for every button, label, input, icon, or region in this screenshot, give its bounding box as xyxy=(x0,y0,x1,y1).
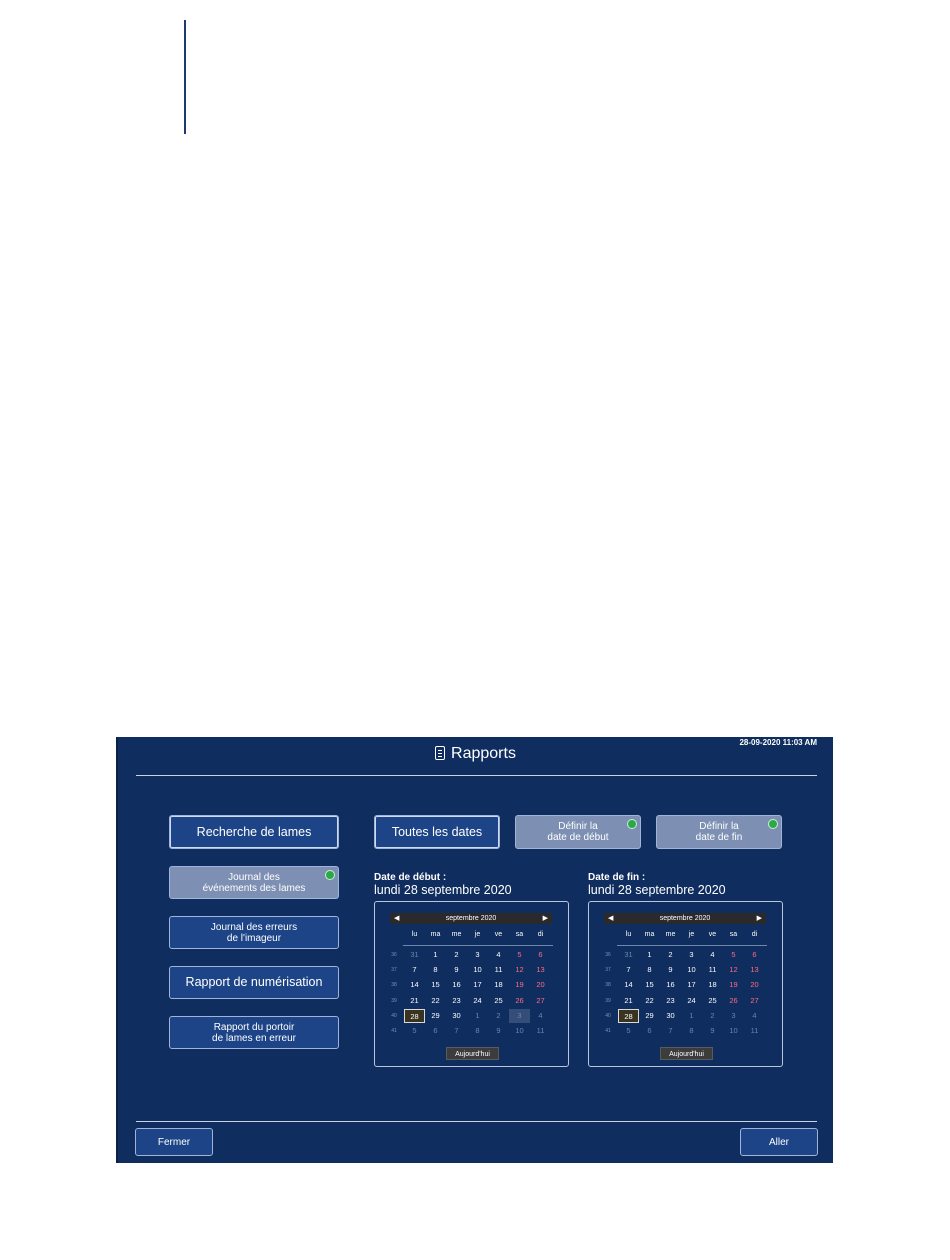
calendar-day[interactable]: 14 xyxy=(624,980,633,989)
page-title-text: Rapports xyxy=(451,745,516,762)
calendar-day[interactable]: 9 xyxy=(710,1026,715,1035)
calendar-day[interactable]: 4 xyxy=(538,1011,543,1020)
slide-search-button[interactable] xyxy=(169,815,339,849)
slide-events-log-label: Journal des événements des lames xyxy=(202,871,306,894)
calendar-month-label: septembre 2020 xyxy=(659,915,711,922)
calendar-day[interactable]: 28 xyxy=(404,1009,425,1023)
calendar-day[interactable]: 21 xyxy=(410,996,419,1005)
slide-events-log-button[interactable] xyxy=(169,866,339,899)
calendar-day[interactable]: 24 xyxy=(473,996,482,1005)
calendar-day[interactable]: 7 xyxy=(668,1026,673,1035)
selected-indicator-icon xyxy=(325,870,335,880)
calendar-day[interactable]: 14 xyxy=(410,980,419,989)
calendar-day[interactable]: 18 xyxy=(494,980,503,989)
week-number: 36 xyxy=(391,952,397,958)
week-number: 40 xyxy=(605,1013,611,1019)
calendar-day[interactable]: 20 xyxy=(750,980,759,989)
calendar-day[interactable]: 7 xyxy=(412,965,417,974)
dow-label: me xyxy=(665,931,676,938)
dow-label: je xyxy=(688,931,695,938)
calendar-day[interactable]: 23 xyxy=(452,996,461,1005)
set-start-date-label: Définir la date de début xyxy=(547,821,609,843)
dow-label: ve xyxy=(494,931,503,938)
calendar-day[interactable]: 30 xyxy=(452,1011,461,1020)
calendar-day[interactable]: 6 xyxy=(752,950,757,959)
calendar-day[interactable]: 31 xyxy=(624,950,633,959)
calendar-day[interactable]: 2 xyxy=(496,1011,501,1020)
dow-label: di xyxy=(537,931,544,938)
calendar-day[interactable]: 29 xyxy=(645,1011,654,1020)
all-dates-button[interactable] xyxy=(374,815,500,849)
calendar-day[interactable]: 8 xyxy=(689,1026,694,1035)
calendar-day[interactable]: 5 xyxy=(412,1026,417,1035)
calendar-day[interactable]: 6 xyxy=(647,1026,652,1035)
dow-label: lu xyxy=(625,931,632,938)
dow-label: ma xyxy=(430,931,441,938)
calendar-day[interactable]: 17 xyxy=(473,980,482,989)
scan-report-button[interactable] xyxy=(169,966,339,999)
calendar-day[interactable]: 1 xyxy=(475,1011,480,1020)
calendar-day[interactable]: 12 xyxy=(729,965,738,974)
dow-label: me xyxy=(451,931,462,938)
calendar-day[interactable]: 6 xyxy=(433,1026,438,1035)
set-end-date-label: Définir la date de fin xyxy=(695,821,743,843)
slide-search-label: Recherche de lames xyxy=(196,824,312,839)
calendar-day[interactable]: 7 xyxy=(626,965,631,974)
close-label: Fermer xyxy=(157,1136,191,1148)
calendar-day[interactable]: 27 xyxy=(750,996,759,1005)
dow-label: sa xyxy=(515,931,524,938)
reports-screen xyxy=(116,737,833,1163)
set-end-date-button[interactable] xyxy=(656,815,782,849)
start-date-heading-label: Date de début : xyxy=(374,872,447,883)
week-number: 39 xyxy=(391,998,397,1004)
calendar-day[interactable]: 4 xyxy=(752,1011,757,1020)
calendar-day[interactable]: 5 xyxy=(517,950,522,959)
page-title xyxy=(118,745,833,763)
calendar-day[interactable]: 16 xyxy=(452,980,461,989)
week-number: 41 xyxy=(391,1028,397,1034)
calendar-day[interactable]: 29 xyxy=(431,1011,440,1020)
calendar-day[interactable]: 18 xyxy=(708,980,717,989)
end-date-heading-label: Date de fin : xyxy=(588,872,646,883)
close-button[interactable] xyxy=(135,1128,213,1156)
calendar-day[interactable]: 23 xyxy=(666,996,675,1005)
week-number: 37 xyxy=(391,967,397,973)
next-month-icon[interactable]: ▶ xyxy=(542,915,548,922)
week-number: 38 xyxy=(391,982,397,988)
week-number: 37 xyxy=(605,967,611,973)
report-document-icon xyxy=(435,746,445,760)
calendar-day[interactable]: 11 xyxy=(494,965,503,974)
footer-divider xyxy=(136,1121,817,1122)
calendar-day[interactable]: 8 xyxy=(475,1026,480,1035)
calendar-day[interactable]: 11 xyxy=(750,1026,759,1035)
start-date-calendar xyxy=(374,901,569,1067)
calendar-day[interactable]: 25 xyxy=(708,996,717,1005)
dow-label: ve xyxy=(708,931,717,938)
start-date-value: lundi 28 septembre 2020 xyxy=(374,883,512,897)
calendar-day[interactable]: 13 xyxy=(536,965,545,974)
calendar-day[interactable]: 1 xyxy=(647,950,652,959)
dow-label: lu xyxy=(411,931,418,938)
calendar-day[interactable]: 22 xyxy=(645,996,654,1005)
clock: 28-09-2020 11:03 AM xyxy=(739,738,817,747)
calendar-day[interactable]: 2 xyxy=(668,950,673,959)
today-button[interactable]: Aujourd'hui xyxy=(446,1047,499,1060)
calendar-day[interactable]: 5 xyxy=(731,950,736,959)
calendar-day[interactable]: 19 xyxy=(515,980,524,989)
calendar-day[interactable]: 4 xyxy=(496,950,501,959)
today-button[interactable]: Aujourd'hui xyxy=(660,1047,713,1060)
all-dates-label: Toutes les dates xyxy=(391,824,483,839)
dow-label: sa xyxy=(729,931,738,938)
calendar-day[interactable]: 7 xyxy=(454,1026,459,1035)
week-number: 38 xyxy=(605,982,611,988)
imager-errors-log-label: Journal des erreurs de l'imageur xyxy=(210,921,298,944)
calendar-month-label: septembre 2020 xyxy=(445,915,497,922)
calendar-day[interactable]: 5 xyxy=(626,1026,631,1035)
calendar-day[interactable]: 10 xyxy=(729,1026,738,1035)
dow-label: di xyxy=(751,931,758,938)
week-number: 36 xyxy=(605,952,611,958)
header-divider xyxy=(136,775,817,776)
page-margin-line xyxy=(184,20,186,134)
calendar-day[interactable]: 31 xyxy=(410,950,419,959)
scan-report-label: Rapport de numérisation xyxy=(185,975,323,989)
prev-month-icon[interactable]: ◀ xyxy=(394,915,400,922)
dow-label: ma xyxy=(644,931,655,938)
calendar-day[interactable]: 2 xyxy=(710,1011,715,1020)
calendar-day[interactable]: 21 xyxy=(624,996,633,1005)
calendar-day[interactable]: 26 xyxy=(515,996,524,1005)
calendar-day[interactable]: 13 xyxy=(750,965,759,974)
end-date-value: lundi 28 septembre 2020 xyxy=(588,883,726,897)
calendar-day[interactable]: 19 xyxy=(729,980,738,989)
calendar-day[interactable]: 15 xyxy=(431,980,440,989)
calendar-day[interactable]: 26 xyxy=(729,996,738,1005)
calendar-day[interactable]: 30 xyxy=(666,1011,675,1020)
calendar-day[interactable]: 9 xyxy=(454,965,459,974)
prev-month-icon[interactable]: ◀ xyxy=(608,915,614,922)
calendar-day[interactable]: 27 xyxy=(536,996,545,1005)
calendar-day[interactable]: 24 xyxy=(687,996,696,1005)
calendar-day[interactable]: 10 xyxy=(687,965,696,974)
end-date-calendar xyxy=(588,901,783,1067)
calendar-day[interactable]: 28 xyxy=(618,1009,639,1023)
calendar-month-header xyxy=(390,913,552,924)
calendar-day[interactable]: 3 xyxy=(731,1011,736,1020)
calendar-day[interactable]: 17 xyxy=(687,980,696,989)
start-indicator-icon xyxy=(627,819,637,829)
week-number: 40 xyxy=(391,1013,397,1019)
calendar-day[interactable]: 11 xyxy=(708,965,717,974)
calendar-day[interactable]: 3 xyxy=(689,950,694,959)
start-date-heading xyxy=(374,872,512,896)
error-rack-report-label: Rapport du portoir de lames en erreur xyxy=(212,1021,296,1044)
calendar-day[interactable]: 20 xyxy=(536,980,545,989)
calendar-day[interactable]: 10 xyxy=(515,1026,524,1035)
calendar-day[interactable]: 8 xyxy=(433,965,438,974)
calendar-day[interactable]: 1 xyxy=(433,950,438,959)
next-month-icon[interactable]: ▶ xyxy=(756,915,762,922)
calendar-divider xyxy=(403,945,553,946)
calendar-day[interactable]: 4 xyxy=(710,950,715,959)
calendar-day[interactable]: 9 xyxy=(496,1026,501,1035)
imager-errors-log-button[interactable] xyxy=(169,916,339,949)
calendar-day[interactable]: 10 xyxy=(473,965,482,974)
calendar-day[interactable]: 6 xyxy=(538,950,543,959)
calendar-day[interactable]: 11 xyxy=(536,1026,545,1035)
week-number: 39 xyxy=(605,998,611,1004)
set-start-date-button[interactable] xyxy=(515,815,641,849)
calendar-month-header xyxy=(604,913,766,924)
calendar-day[interactable]: 2 xyxy=(454,950,459,959)
calendar-day[interactable]: 3 xyxy=(509,1009,530,1023)
calendar-day[interactable]: 25 xyxy=(494,996,503,1005)
calendar-day[interactable]: 9 xyxy=(668,965,673,974)
calendar-day[interactable]: 16 xyxy=(666,980,675,989)
calendar-day[interactable]: 12 xyxy=(515,965,524,974)
go-label: Aller xyxy=(768,1136,789,1148)
week-number: 41 xyxy=(605,1028,611,1034)
go-button[interactable] xyxy=(740,1128,818,1156)
calendar-divider xyxy=(617,945,767,946)
calendar-day[interactable]: 1 xyxy=(689,1011,694,1020)
end-indicator-icon xyxy=(768,819,778,829)
calendar-day[interactable]: 3 xyxy=(475,950,480,959)
end-date-heading xyxy=(588,872,726,896)
error-rack-report-button[interactable] xyxy=(169,1016,339,1049)
calendar-day[interactable]: 22 xyxy=(431,996,440,1005)
dow-label: je xyxy=(474,931,481,938)
calendar-day[interactable]: 15 xyxy=(645,980,654,989)
calendar-day[interactable]: 8 xyxy=(647,965,652,974)
